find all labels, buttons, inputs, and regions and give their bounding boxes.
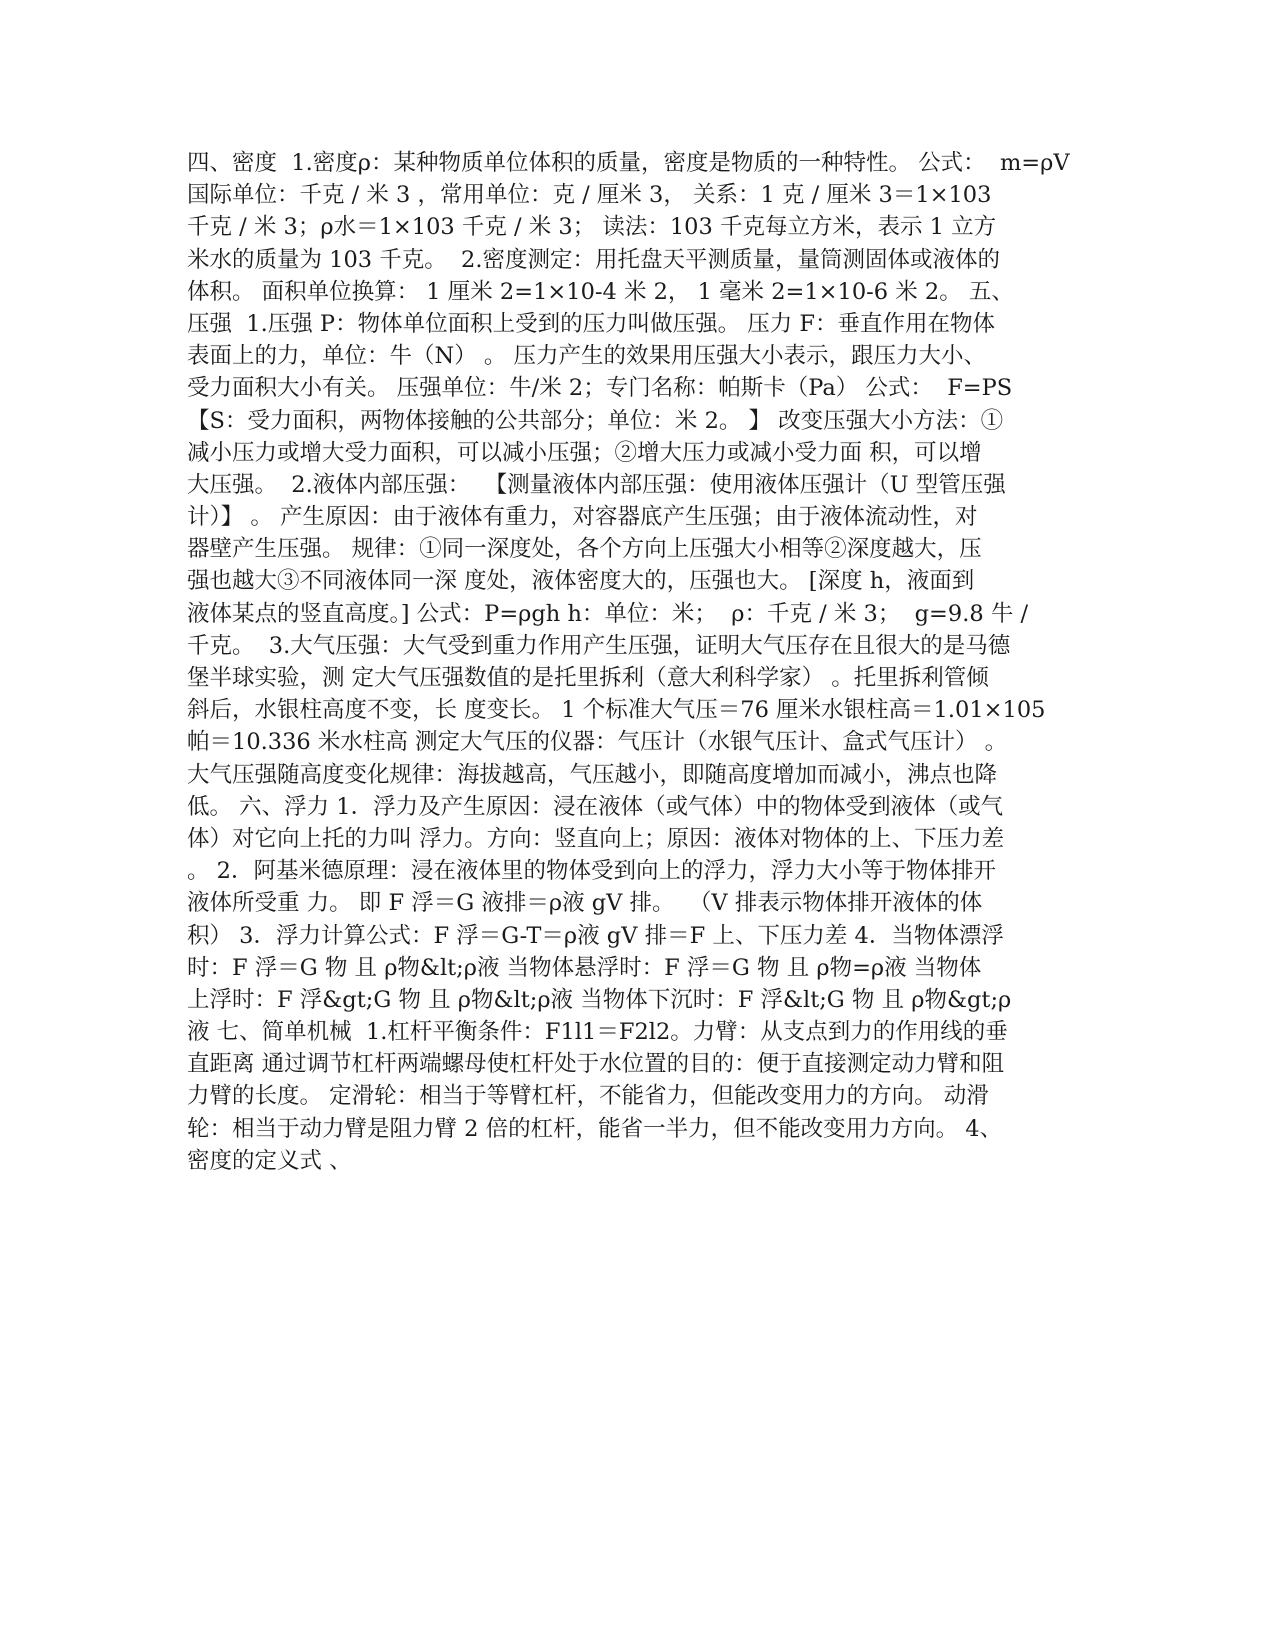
text-line: 受力面积大小有关。 压强单位：牛/米 2；专门名称：帕斯卡（Pa） 公式： F=PS <box>187 375 1013 402</box>
text-line: 直距离 通过调节杠杆两端螺母使杠杆处于水位置的目的：便于直接测定动力臂和阻 <box>187 1051 1005 1078</box>
text-line: 帕＝10.336 米水柱高 测定大气压的仪器：气压计（水银气压计、盒式气压计） 。 <box>187 729 1008 756</box>
text-line: 强也越大③不同液体同一深 度处，液体密度大的，压强也大。 [深度 h，液面到 <box>187 568 975 595</box>
text-line: 千克 / 米 3；ρ水＝1×103 千克 / 米 3； 读法：103 千克每立方米，表示 1 立方 <box>187 214 997 241</box>
text-line: 轮：相当于动力臂是阻力臂 2 倍的杠杆，能省一半力，但不能改变用力方向。 4、 <box>187 1115 1003 1142</box>
document-body <box>187 147 1087 1177</box>
text-line: 液体某点的竖直高度。] 公式：P=ρgh h：单位：米； ρ：千克 / 米 3； g=9.8 牛 / <box>187 600 1029 627</box>
text-line: 堡半球实验，测 定大气压强数值的是托里拆利（意大利科学家） 。托里拆利管倾 <box>187 665 989 691</box>
text-line: 体积。 面积单位换算： 1 厘米 2=1×10-4 米 2， 1 毫米 2=1×10-6 米 2。 五、 <box>187 278 1014 305</box>
text-line: 米水的质量为 103 千克。 2.密度测定：用托盘天平测质量，量筒测固体或液体的 <box>187 246 1001 273</box>
text-line: 液体所受重 力。 即 F 浮＝G 液排＝ρ液 gV 排。 （V 排表示物体排开液体的体 <box>187 890 983 917</box>
text-line: 密度的定义式 、 <box>187 1147 352 1174</box>
text-line: 积） 3．浮力计算公式：F 浮＝G-T＝ρ液 gV 排＝F 上、下压力差 4．当物体漂浮 <box>187 922 1004 949</box>
text-line: 斜后，水银柱高度不变，长 度变长。 1 个标准大气压＝76 厘米水银柱高＝1.01×105 <box>187 697 1046 724</box>
text-line: 体）对它向上托的力叫 浮力。方向：竖直向上；原因：液体对物体的上、下压力差 <box>187 825 1005 852</box>
text-line: 四、密度 1.密度ρ：某种物质单位体积的质量，密度是物质的一种特性。 公式： m=ρV <box>187 150 1070 176</box>
text-line: 大压强。 2.液体内部压强： 【测量液体内部压强：使用液体压强计（U 型管压强 <box>187 471 1006 498</box>
text-line: 器壁产生压强。 规律：①同一深度处，各个方向上压强大小相等②深度越大，压 <box>187 536 982 563</box>
text-line: 国际单位：千克 / 米 3 ，常用单位：克 / 厘米 3， 关系：1 克 / 厘米 3＝1×103 <box>187 182 992 209</box>
text-line: 千克。 3.大气压强：大气受到重力作用产生压强，证明大气压存在且很大的是马德 <box>187 632 1011 659</box>
text-line: 时：F 浮＝G 物 且 ρ物&lt;ρ液 当物体悬浮时：F 浮＝G 物 且 ρ物=ρ液 当物体 <box>187 954 982 981</box>
text-line: 大气压强随高度变化规律：海拔越高，气压越小，即随高度增加而减小，沸点也降 <box>187 761 998 788</box>
text-line: 液 七、简单机械 1.杠杆平衡条件：F1l1＝F2l2。力臂：从支点到力的作用线的垂 <box>187 1019 1008 1046</box>
text-line: 压强 1.压强 P：物体单位面积上受到的压力叫做压强。 压力 F：垂直作用在物体 <box>187 310 995 337</box>
text-line: 计）】 。 产生原因：由于液体有重力，对容器底产生压强；由于液体流动性，对 <box>187 504 978 531</box>
text-line: 表面上的力，单位：牛（N） 。 压力产生的效果用压强大小表示，跟压力大小、 <box>187 343 986 370</box>
text-line: 上浮时：F 浮&gt;G 物 且 ρ物&lt;ρ液 当物体下沉时：F 浮&lt;G 物 且 ρ物&gt;ρ <box>187 986 1012 1013</box>
text-line: 。 2．阿基米德原理：浸在液体里的物体受到向上的浮力，浮力大小等于物体排开 <box>187 858 996 885</box>
text-line: 减小压力或增大受力面积，可以减小压强；②增大压力或减小受力面 积，可以增 <box>187 439 982 466</box>
text-line: 力臂的长度。 定滑轮：相当于等臂杠杆，不能省力，但能改变用力的方向。 动滑 <box>187 1083 989 1110</box>
text-line: 低。 六、浮力 1．浮力及产生原因：浸在液体（或气体）中的物体受到液体（或气 <box>187 793 1004 820</box>
text-line: 【S：受力面积，两物体接触的公共部分；单位：米 2。 】 改变压强大小方法：① <box>187 407 1004 434</box>
